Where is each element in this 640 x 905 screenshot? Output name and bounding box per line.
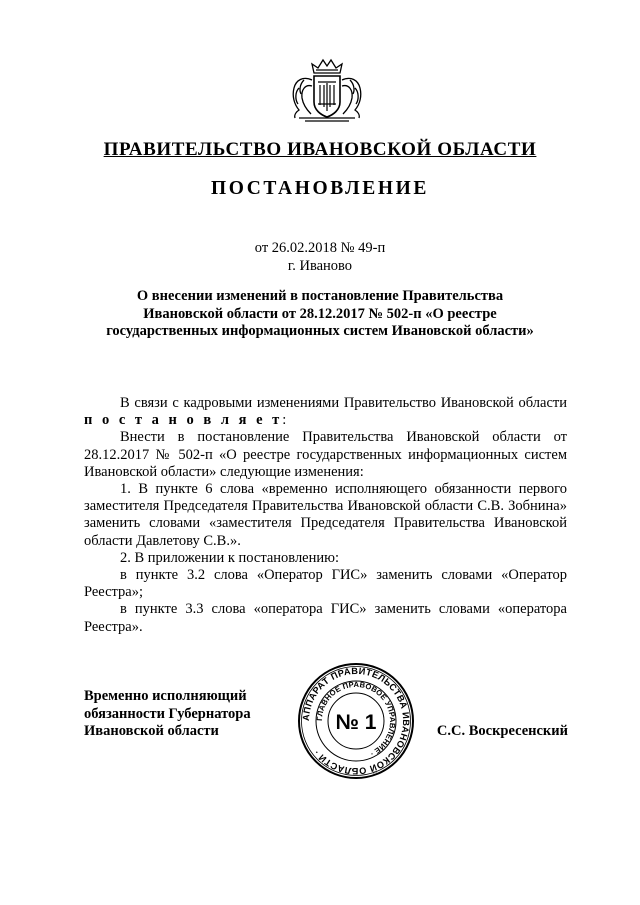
body-paragraph: 1. В пункте 6 слова «временно исполняющего обязанности первого заместителя Председателя Правительства Ивановской области С.В. Зобнина» заменить словами «заместителя Председателя Правительства Ивановской области Давлетову С.В.». [84,481,567,549]
document-body [84,395,567,636]
seal-ring-text: АППАРАТ ПРАВИТЕЛЬСТВА ИВАНОВСКОЙ ОБЛАСТИ · [300,665,412,777]
body-paragraph: Внести в постановление Правительства Ивановской области от 28.12.2017 № 502-п «О реестре государственных информационных систем Ивановской области» следующие изменения: [84,429,567,480]
body-paragraph: в пункте 3.2 слова «Оператор ГИС» заменить словами «Оператор Реестра»; [84,567,567,601]
seal-number: № 1 [335,711,377,734]
signer-position-line: обязанности Губернатора [84,705,251,722]
body-paragraph: в пункте 3.3 слова «оператора ГИС» заменить словами «оператора Реестра». [84,601,567,635]
decree-word: п о с т а н о в л я е т [84,412,283,429]
organization-title: ПРАВИТЕЛЬСТВО ИВАНОВСКОЙ ОБЛАСТИ [103,139,537,160]
document-date-number: от 26.02.2018 № 49-п [254,240,386,256]
signer-position-line: Ивановской области [84,723,219,739]
body-intro-end: : [282,412,287,429]
signer-position [84,688,294,741]
signer-position-line: Временно исполняющий [84,688,247,704]
signer-name: С.С. Воскресенский [436,723,568,739]
body-paragraph: 2. В приложении к постановлению: [120,549,340,566]
ivanovo-coat-of-arms-icon [287,58,367,124]
document-city: г. Иваново [287,257,353,274]
document-subject: О внесении изменений в постановление Правительства Ивановской области от 28.12.2017 № 502-п «О реестре государственных информационных систем Ивановской области» [106,288,534,339]
document-meta [0,240,640,275]
official-seal-icon [296,661,416,781]
document-type: ПОСТАНОВЛЕНИЕ [210,178,430,199]
seal-inner-text: ГЛАВНОЕ ПРАВОВОЕ УПРАВЛЕНИЕ · [314,679,398,759]
body-intro-text: В связи с кадровыми изменениями Правительство Ивановской области [120,395,567,411]
body-intro [84,395,567,429]
